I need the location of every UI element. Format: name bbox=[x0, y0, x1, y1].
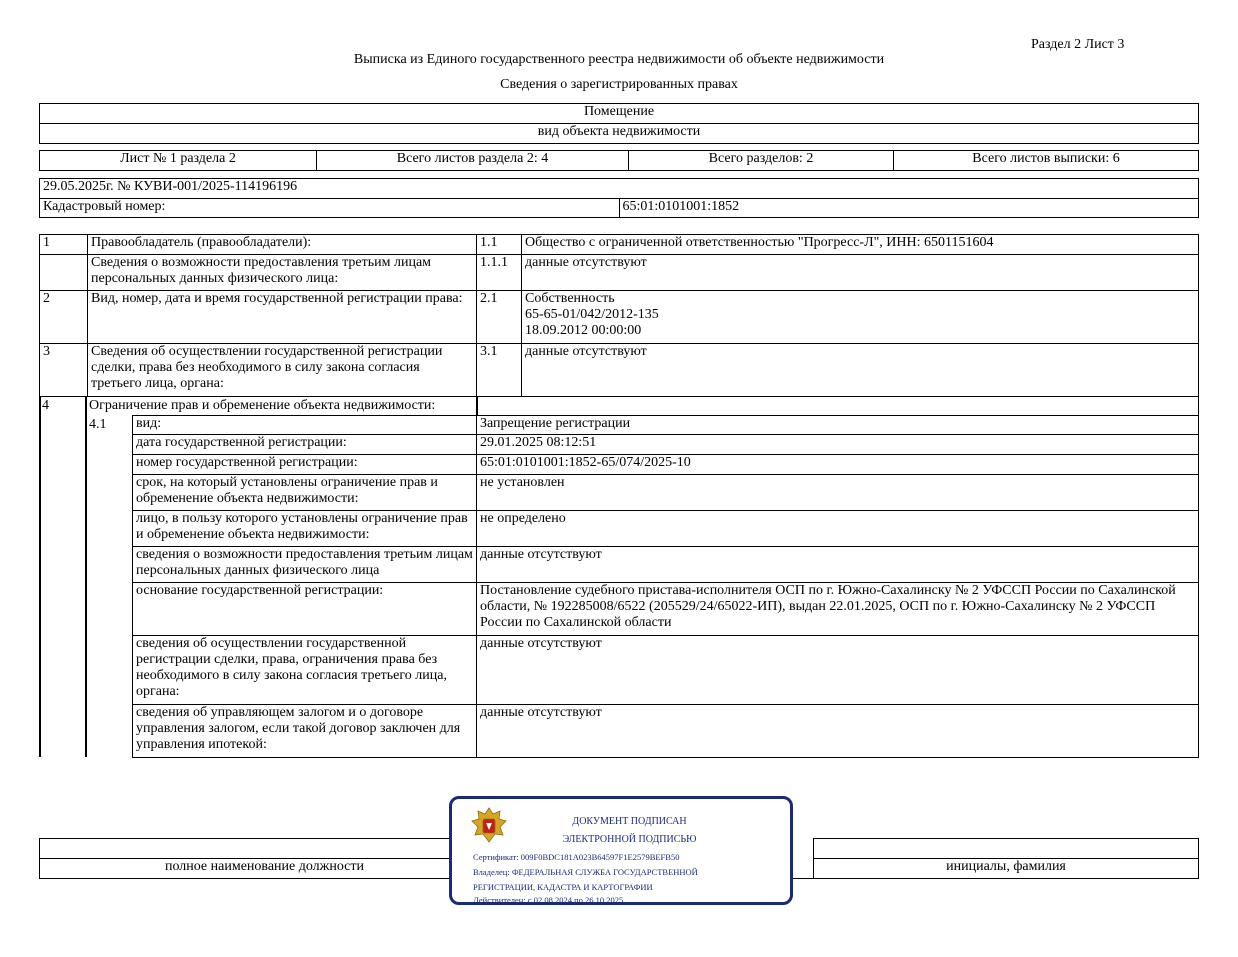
rights-row bbox=[40, 291, 1199, 344]
restriction-label: Ограничение прав и обременение объекта недвижимости: bbox=[89, 398, 436, 413]
detail-row bbox=[133, 416, 1199, 435]
row-value: данные отсутствуют bbox=[522, 344, 1199, 397]
row-number: 2 bbox=[40, 291, 88, 344]
detail-value: Постановление судебного пристава-исполнителя ОСП по г. Южно-Сахалинску № 2 УФССП России по Сахалинской области, № 192285008/6522 (205529/24/65022-ИП), выдан 22.01.2025, ОСП по г. Южно-Сахалинску № 2 УФССП России по Сахалинской области bbox=[477, 583, 1199, 636]
detail-row bbox=[133, 455, 1199, 475]
row-number bbox=[40, 255, 88, 291]
stamp-validity: Действителен: с 02.08.2024 по 26.10.2025 bbox=[473, 895, 624, 905]
row-value bbox=[522, 291, 1199, 344]
left-border bbox=[39, 396, 41, 757]
detail-label: дата государственной регистрации: bbox=[133, 435, 477, 455]
initials-blank bbox=[814, 839, 1199, 859]
row-subnumber: 3.1 bbox=[477, 344, 522, 397]
detail-row bbox=[133, 435, 1199, 455]
detail-label: лицо, в пользу которого установлены ограничение прав и обременение объекта недвижимости: bbox=[133, 511, 477, 547]
right-number: 65-65-01/042/2012-135 bbox=[525, 307, 659, 322]
row-subnumber: 1.1.1 bbox=[477, 255, 522, 291]
position-label: полное наименование должности bbox=[40, 859, 490, 879]
object-type: Помещение bbox=[40, 104, 1199, 124]
detail-label: основание государственной регистрации: bbox=[133, 583, 477, 636]
cadastral-table bbox=[39, 178, 1199, 218]
total-sheets-section: Всего листов раздела 2: 4 bbox=[317, 151, 629, 171]
detail-value: 65:01:0101001:1852-65/074/2025-10 bbox=[477, 455, 1199, 475]
coat-of-arms-icon bbox=[470, 805, 508, 845]
initials-label: инициалы, фамилия bbox=[814, 859, 1199, 879]
right-datetime: 18.09.2012 00:00:00 bbox=[525, 323, 642, 338]
total-sections: Всего разделов: 2 bbox=[629, 151, 894, 171]
rights-row bbox=[40, 255, 1199, 291]
position-blank bbox=[40, 839, 490, 859]
right-type: Собственность bbox=[525, 291, 615, 306]
row-number: 1 bbox=[40, 235, 88, 255]
document-title: Выписка из Единого государственного реестра недвижимости об объекте недвижимости bbox=[353, 52, 885, 67]
detail-value: данные отсутствуют bbox=[477, 547, 1199, 583]
sheet-number: Лист № 1 раздела 2 bbox=[40, 151, 317, 171]
stamp-title-2: ЭЛЕКТРОННОЙ ПОДПИСЬЮ bbox=[562, 834, 697, 845]
detail-row bbox=[133, 636, 1199, 705]
stamp-owner-2: РЕГИСТРАЦИИ, КАДАСТРА И КАРТОГРАФИИ bbox=[473, 882, 653, 892]
object-type-table bbox=[39, 103, 1199, 144]
restriction-details-table bbox=[132, 415, 1199, 758]
row-label: Вид, номер, дата и время государственной регистрации права: bbox=[88, 291, 477, 344]
num-col-border bbox=[85, 396, 87, 757]
row-label: Сведения о возможности предоставления третьим лицам персональных данных физического лица: bbox=[88, 255, 477, 291]
object-type-caption: вид объекта недвижимости bbox=[40, 124, 1199, 144]
stamp-owner-1: Владелец: ФЕДЕРАЛЬНАЯ СЛУЖБА ГОСУДАРСТВЕННОЙ bbox=[473, 867, 698, 877]
detail-value: данные отсутствуют bbox=[477, 705, 1199, 758]
restriction-number: 4 bbox=[42, 398, 49, 413]
total-sheets-extract: Всего листов выписки: 6 bbox=[894, 151, 1199, 171]
detail-value: данные отсутствуют bbox=[477, 636, 1199, 705]
rights-row bbox=[40, 235, 1199, 255]
row-subnumber: 1.1 bbox=[477, 235, 522, 255]
detail-label: сведения о возможности предоставления третьим лицам персональных данных физического лица bbox=[133, 547, 477, 583]
detail-label: сведения об осуществлении государственной регистрации сделки, права, ограничения права без необходимого в силу закона согласия третьего лица, органа: bbox=[133, 636, 477, 705]
date-number: 29.05.2025г. № КУВИ-001/2025-114196196 bbox=[40, 179, 1199, 199]
restriction-subnumber: 4.1 bbox=[89, 417, 107, 432]
row-subnumber: 2.1 bbox=[477, 291, 522, 344]
detail-row bbox=[133, 547, 1199, 583]
cadastral-value: 65:01:0101001:1852 bbox=[619, 199, 1199, 218]
detail-value: не определено bbox=[477, 511, 1199, 547]
detail-row bbox=[133, 511, 1199, 547]
row-value: данные отсутствуют bbox=[522, 255, 1199, 291]
detail-row bbox=[133, 583, 1199, 636]
stamp-certificate: Сертификат: 009F0BDC181A023B64597F1E2579BEFB50 bbox=[473, 852, 680, 862]
electronic-signature-stamp bbox=[449, 796, 793, 905]
detail-label: номер государственной регистрации: bbox=[133, 455, 477, 475]
detail-row bbox=[133, 475, 1199, 511]
detail-value: не установлен bbox=[477, 475, 1199, 511]
row-value: Общество с ограниченной ответственностью "Прогресс-Л", ИНН: 6501151604 bbox=[522, 235, 1199, 255]
detail-row bbox=[133, 705, 1199, 758]
row-label: Правообладатель (правообладатели): bbox=[88, 235, 477, 255]
detail-value: 29.01.2025 08:12:51 bbox=[477, 435, 1199, 455]
rights-table bbox=[39, 234, 1199, 397]
detail-label: сведения об управляющем залогом и о договоре управления залогом, если такой договор заключен для управления ипотекой: bbox=[133, 705, 477, 758]
row-label: Сведения об осуществлении государственной регистрации сделки, права без необходимого в силу закона согласия третьего лица, органа: bbox=[88, 344, 477, 397]
cadastral-label: Кадастровый номер: bbox=[40, 199, 620, 218]
stamp-title-1: ДОКУМЕНТ ПОДПИСАН bbox=[572, 816, 687, 827]
sheets-table bbox=[39, 150, 1199, 171]
row-number: 3 bbox=[40, 344, 88, 397]
rights-row bbox=[40, 344, 1199, 397]
detail-label: вид: bbox=[133, 416, 477, 435]
section-sheet-label: Раздел 2 Лист 3 bbox=[1031, 37, 1125, 52]
document-subtitle: Сведения о зарегистрированных правах bbox=[500, 77, 738, 92]
detail-label: срок, на который установлены ограничение прав и обременение объекта недвижимости: bbox=[133, 475, 477, 511]
label-col-border bbox=[476, 396, 478, 415]
detail-value: Запрещение регистрации bbox=[477, 416, 1199, 435]
